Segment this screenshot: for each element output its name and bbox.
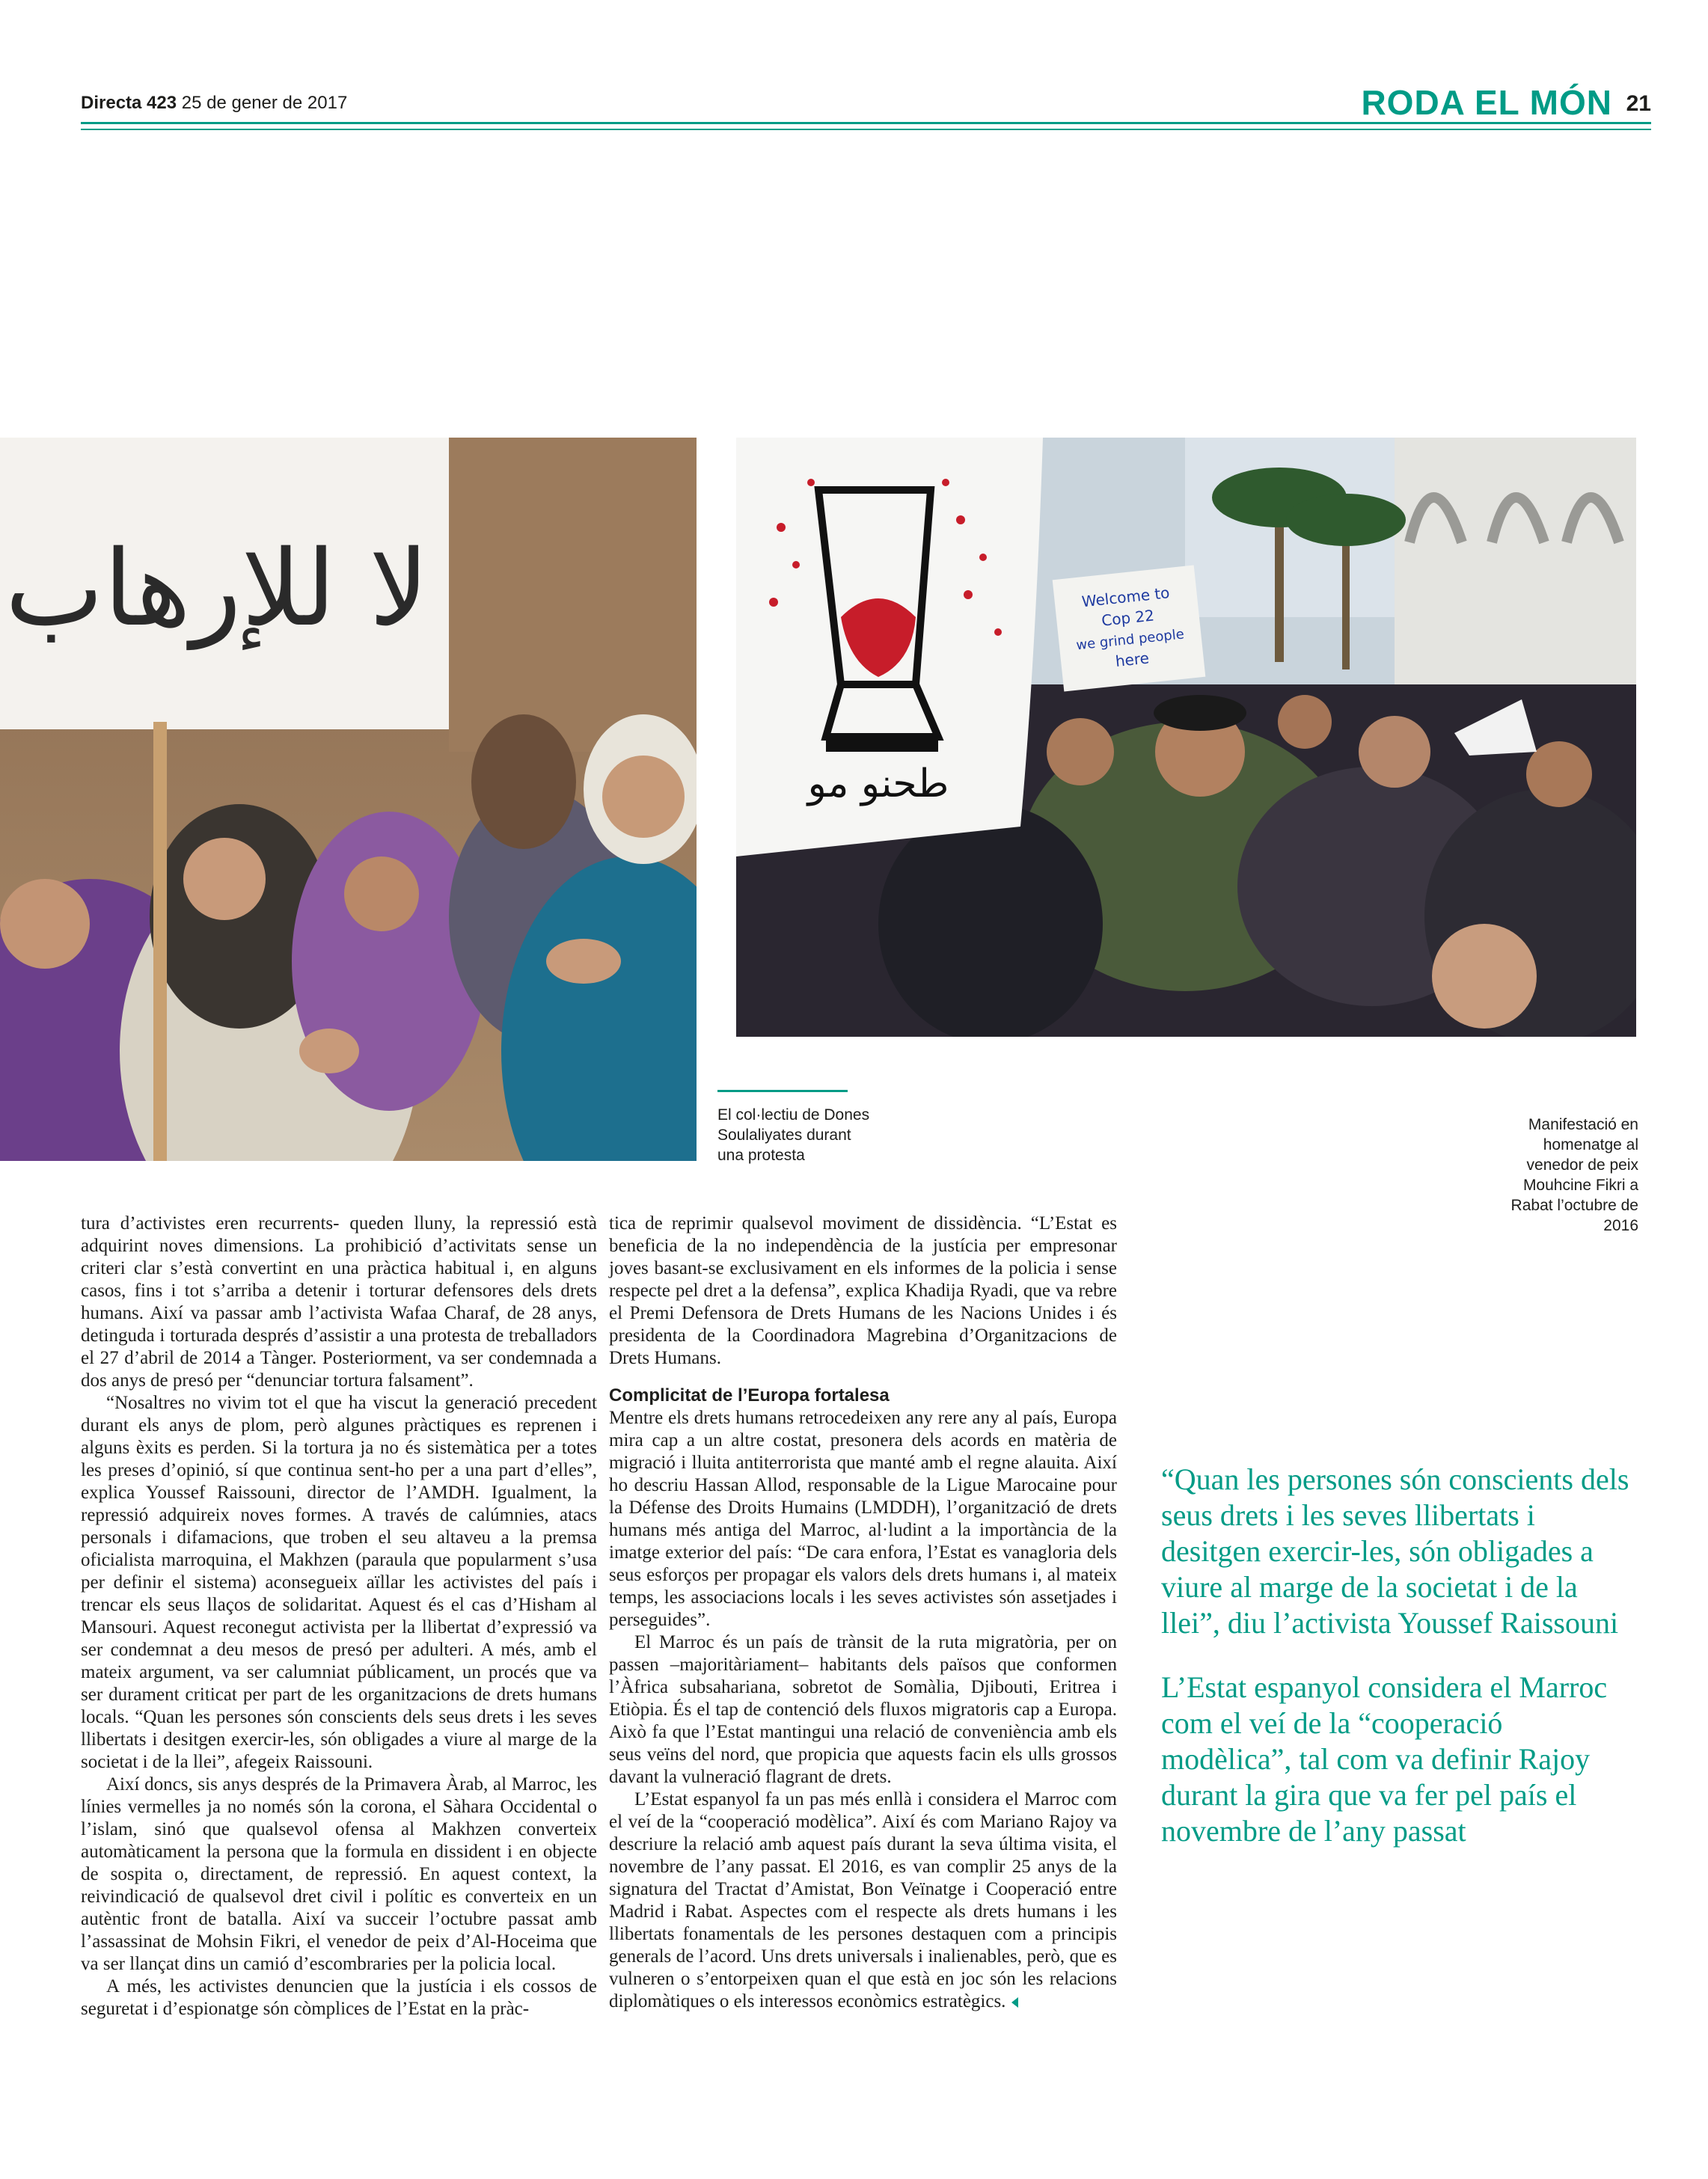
publication-name: Directa 423 (81, 93, 177, 113)
paragraph: L’Estat espanyol fa un pas més enllà i considera el Marroc com el veí de la “cooperació modèlica”. Així és com Mariano Rajoy va descriure la relació amb aquest país durant la seva última visita, el novembre de l’any passat. El 2016, es van complir 25 anys de la signatura del Tractat d’Amistat, Bon Veïnatge i Cooperació entre Madrid i Rabat. Aspectes com el respecte als drets humans i les llibertats fonamentals de les persones destaquen com a principis generals de l’acord. Uns drets universals i inalienables, però, que es vulneren o s’entorpeixen quan el que està en joc són les relacions diplomàtiques o els interessos econòmics estratègics. (609, 1789, 1117, 2011)
pullquote-raissouni: “Quan les persones són conscients dels seus drets i les seves llibertats i desitgen exercir-les, són obligades a viure al marge de la societat i de la llei”, diu l’activista Youssef Raissouni (1161, 1462, 1629, 1640)
header-rule-thin (81, 129, 1651, 130)
paragraph: El Marroc és un país de trànsit de la ruta migratòria, per on passen –majoritàriament– habitants dels països que conformen l’Àfrica subsahariana, sobretot de Somàlia, Djibouti, Eritrea i Etiòpia. És el tap de contenció dels fluxos migratoris cap a Europa. Això fa que l’Estat mantingui una relació de conveniència amb els seus veïns del nord, que propicia que aquests facin els ulls grossos davant la vulneració flagrant de drets. (609, 1632, 1117, 1787)
page-number: 21 (1626, 91, 1651, 116)
issue-date: 25 de gener de 2017 (181, 93, 348, 113)
placard-line-1: Welcome to (1080, 583, 1171, 611)
banner-arabic-text: طحنو مو (807, 761, 949, 806)
caption-right: Manifestació en homenatge al venedor de peix Mouhcine Fikri a Rabat l’octubre de 2016 (1510, 1116, 1638, 1234)
caption-rule-left (717, 1090, 848, 1092)
paragraph: “Nosaltres no vivim tot el que ha viscut la generació precedent durant els anys de plom, però algunes pràctiques es reprenen i alguns èxits es perden. Si la tortura ja no és sistemàtica per a totes les preses d’opinió, sí que continua sent-ho per a una part d’elles”, explica Youssef Raissouni, director de l’AMDH. Igualment, la repressió adquireix noves formes. A través de calúmnies, atacs personals i difamacions, que troben el seu altaveu a la premsa oficialista marroquina, el Makhzen (paraula que popularment s’usa per definir el sistema) aconsegueix aïllar les activistes del país i trencar els seus llaços de solidaritat. Aquest és el cas d’Hisham al Mansouri. Aquest reconegut activista per la llibertat d’expressió va ser condemnat a deu mesos de presó per adulteri. A més, amb el mateix argument, va ser calumniat públicament, un procés que va ser durament criticat per part de les organitzacions de drets humans locals. “Quan les persones són conscients dels seus drets i les seves llibertats i desitgen exercir-les, són obligades a viure al marge de la societat i de la llei”, afegeix Raissouni. (81, 1393, 597, 1772)
pullquote-rajoy: L’Estat espanyol considera el Marroc com el veí de la “cooperació modèlica”, tal com va definir Rajoy durant la gira que va fer pel país el novembre de l’any passat (1161, 1670, 1608, 1848)
pullquotes (1161, 1462, 1640, 1878)
caption-left: El col·lectiu de Dones Soulaliyates durant una protesta (717, 1106, 870, 1164)
paragraph: tura d’activistes eren recurrents- queden lluny, la repressió està adquirint noves dimensions. La prohibició d’activitats sense un criteri clar s’està convertint en una pràctica habitual i, en alguns casos, fins i tot s’arriba a detenir i torturar defensores dels drets humans. Així va passar amb l’activista Wafaa Charaf, de 28 anys, detinguda i torturada després d’assistir a una protesta de treballadors el 27 d’abril de 2014 a Tànger. Posteriorment, va ser condemnada a dos anys de presó per “denunciar tortura falsament”. (81, 1213, 597, 1391)
protest-photo-rabat (736, 438, 1636, 1037)
paragraph: Així doncs, sis anys després de la Primavera Àrab, al Marroc, les línies vermelles ja no només són la corona, el Sàhara Occidental o l’islam, sinó que qualsevol ofensa al Makhzen converteix automàticament la persona que la formula en dissident i en objecte de sospita o, directament, de repressió. En aquest context, la reivindicació de qualsevol dret civil i polític es converteix en un autèntic front de batalla. Així va succeir l’octubre passat amb l’assassinat de Mohsin Fikri, el venedor de peix d’Al-Hoceima que va ser llançat dins un camió d’escombraries per la policia local. (81, 1774, 597, 1974)
paragraph: Mentre els drets humans retrocedeixen any rere any al país, Europa mira cap a un altre costat, presonera dels acords en matèria de migració i lluita antiterrorista que manté amb el regne alauita. Així ho descriu Hassan Allod, responsable de la Ligue Marocaine pour la Défense des Droits Humains (LMDDH), l’organització de drets humans més antiga del Marroc, al·ludint a la importància de la imatge exterior del país: “De cara enfora, l’Estat es vanagloria dels seus esforços per propagar els valors dels drets humans i, al mateix temps, les associacions locals i les seves activistes són assetjades i perseguides”. (609, 1408, 1117, 1630)
running-header (81, 93, 347, 114)
header-rule (81, 122, 1651, 124)
sign-arabic-text: لا للإرهاب (4, 528, 429, 650)
placard-line-2: Cop 22 (1101, 606, 1155, 630)
section-title: RODA EL MÓN (1361, 83, 1612, 122)
placard-line-3: we grind people (1075, 626, 1185, 654)
paragraph: tica de reprimir qualsevol moviment de dissidència. “L’Estat es beneficia de la no independència de la justícia per empresonar joves basant-se exclusivament en els informes de la policia i sense respecte pel dret a la defensa”, explica Khadija Ryadi, que va rebre el Premi Defensora de Drets Humans de les Nacions Unides i és presidenta de la Coordinadora Magrebina d’Organitzacions de Drets Humans. (609, 1213, 1117, 1368)
paragraph: A més, les activistes denuncien que la justícia i els cossos de seguretat i d’espionatge són còmplices de l’Estat en la pràc- (81, 1976, 597, 2019)
subheading: Complicitat de l’Europa fortalesa (609, 1385, 890, 1406)
protest-photo-women (0, 438, 697, 1161)
end-of-article-icon (1011, 1997, 1018, 2008)
article-column-2 (609, 1213, 1117, 2013)
article-column-1 (81, 1213, 597, 2020)
placard-line-4: here (1114, 649, 1151, 671)
